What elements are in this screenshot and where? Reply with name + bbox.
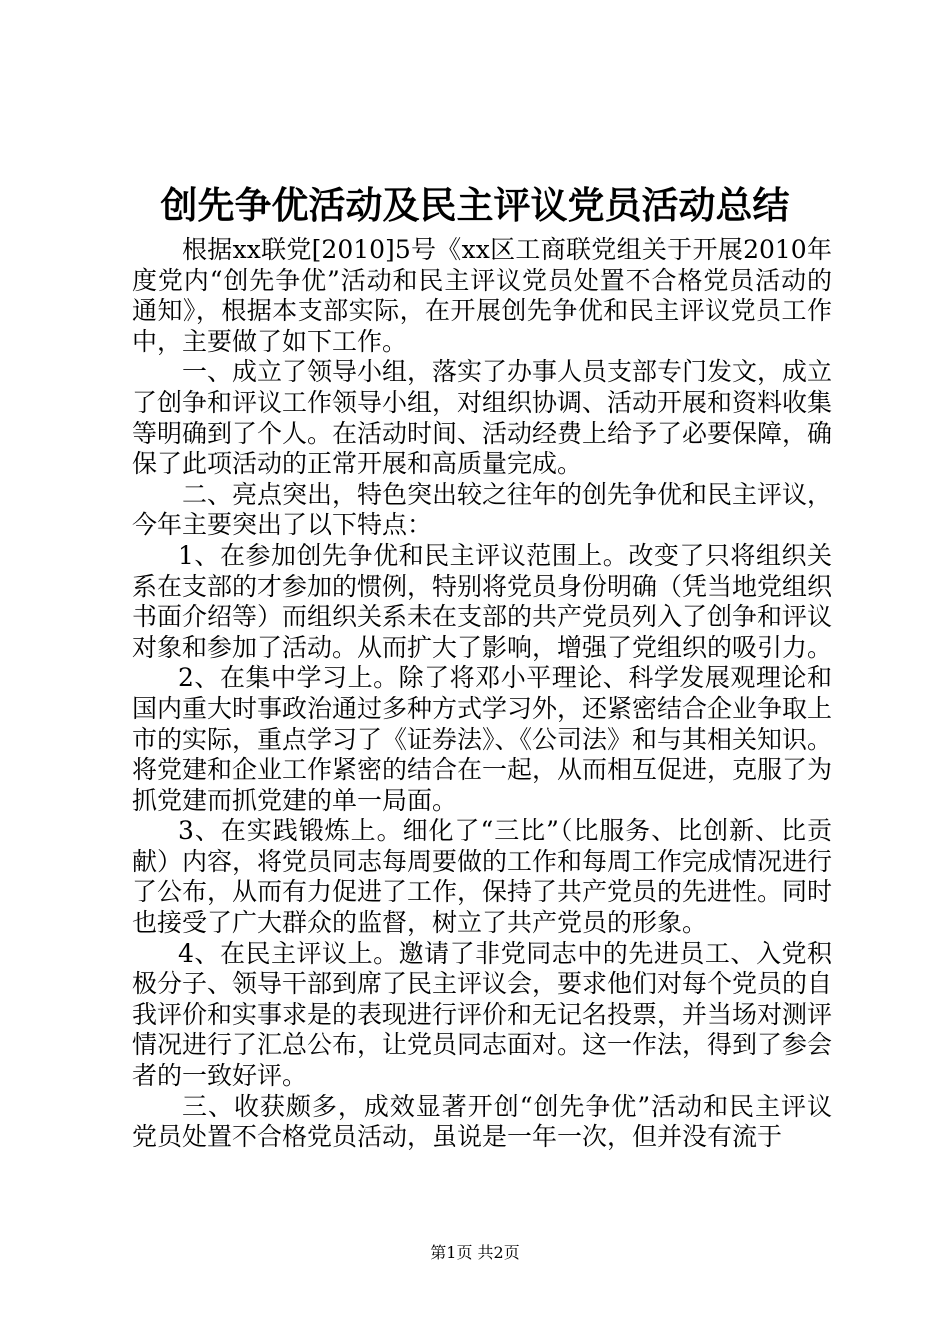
paragraph-item-3: 3、在实践锻炼上。细化了“三比”（比服务、比创新、比贡献）内容，将党员同志每周要做的工作和每周工作完成情况进行了公布，从而有力促进了工作，保持了共产党员的先进性。同时也接受了广大群众的监督，树立了共产党员的形象。 — [132, 816, 833, 938]
paragraph-item-4: 4、在民主评议上。邀请了非党同志中的先进员工、入党积极分子、领导干部到席了民主评议会，要求他们对每个党员的自我评价和实事求是的表现进行评价和无记名投票，并当场对测评情况进行了汇总公布，让党员同志面对。这一作法，得到了参会者的一致好评。 — [132, 938, 833, 1091]
paragraph-item-2: 2、在集中学习上。除了将邓小平理论、科学发展观理论和国内重大时事政治通过多种方式学习外，还紧密结合企业争取上市的实际，重点学习了《证券法》、《公司法》和与其相关知识。将党建和企业工作紧密的结合在一起，从而相互促进，克服了为抓党建而抓党建的单一局面。 — [132, 663, 833, 815]
paragraph-item-1: 1、在参加创先争优和民主评议范围上。改变了只将组织关系在支部的才参加的惯例，特别将党员身份明确（凭当地党组织书面介绍等）而组织关系未在支部的共产党员列入了创争和评议对象和参加了活动。从而扩大了影响，增强了党组织的吸引力。 — [132, 540, 833, 662]
paragraph-intro: 根据xx联党[2010]5号《xx区工商联党组关于开展2010年度党内“创先争优”活动和民主评议党员处置不合格党员活动的通知》，根据本支部实际，在开展创先争优和民主评议党员工作中，主要做了如下工作。 — [132, 235, 832, 356]
paragraph-section-3: 三、收获颇多，成效显著开创“创先争优”活动和民主评议党员处置不合格党员活动，虽说是一年一次，但并没有流于 — [132, 1091, 832, 1152]
document-title: 创先争优活动及民主评议党员活动总结 — [160, 184, 790, 227]
paragraph-section-1: 一、成立了领导小组，落实了办事人员支部专门发文，成立了创争和评议工作领导小组，对组织协调、活动开展和资料收集等明确到了个人。在活动时间、活动经费上给予了必要保障，确保了此项活动的正常开展和高质量完成。 — [132, 357, 833, 479]
paragraph-section-2: 二、亮点突出，特色突出较之往年的创先争优和民主评议，今年主要突出了以下特点： — [132, 479, 833, 540]
page-footer: 第1页 共2页 — [430, 1243, 520, 1262]
document-body — [132, 235, 832, 1153]
